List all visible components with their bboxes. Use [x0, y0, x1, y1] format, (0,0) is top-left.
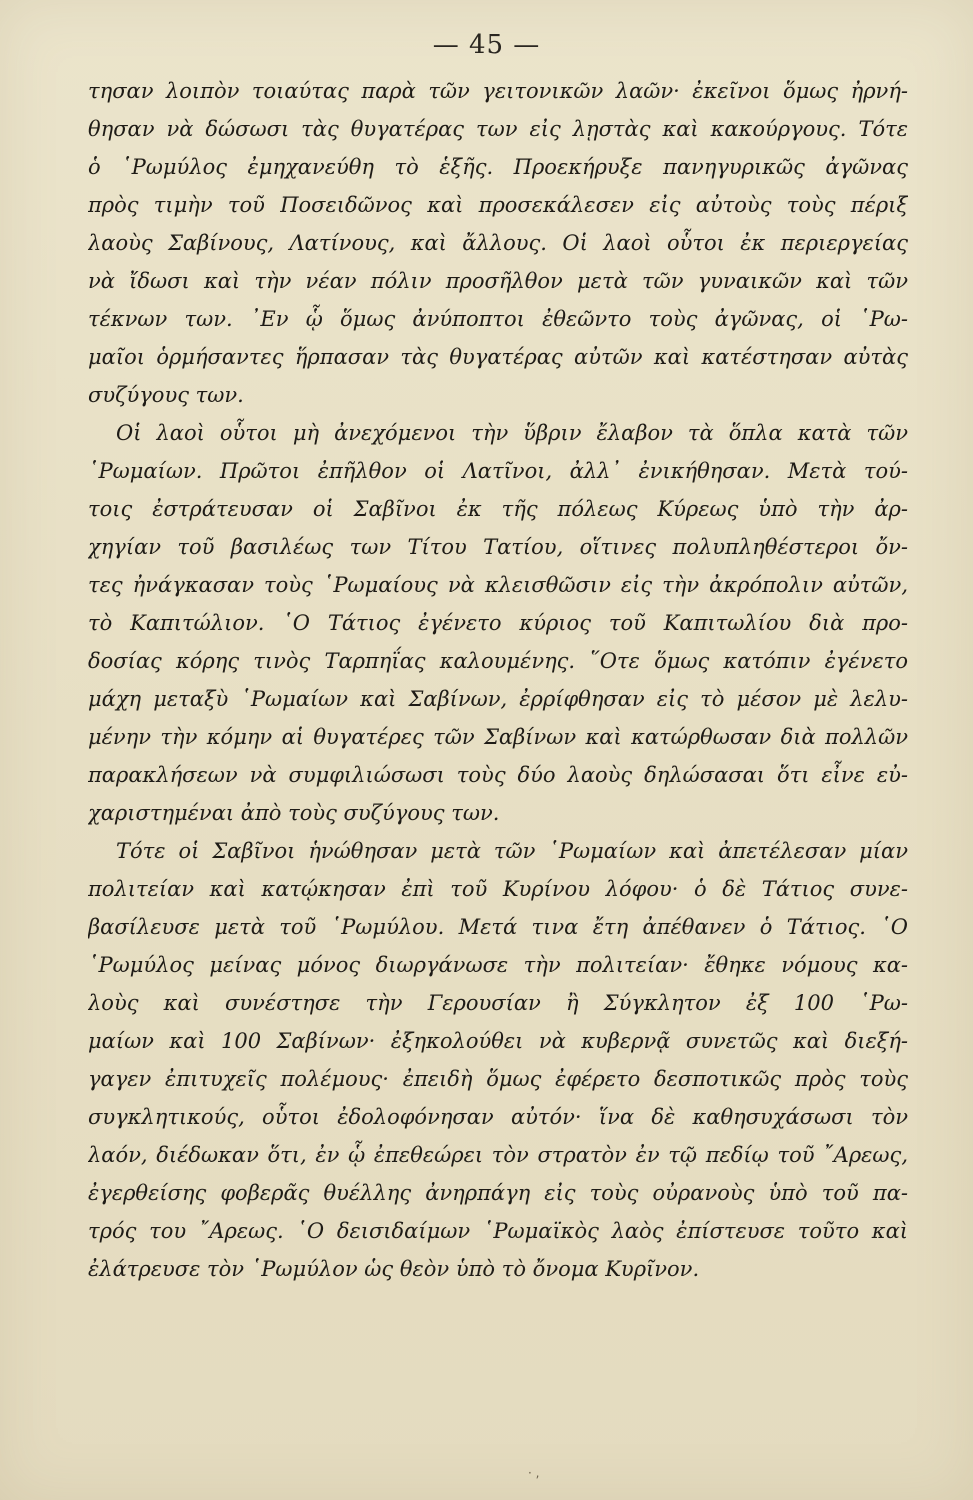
- text-line: λαόν, διέδωκαν ὅτι, ἐν ᾧ ἐπεθεώρει τὸν στρατὸν ἐν τῷ πεδίῳ τοῦ ῎Αρεως,: [88, 1143, 908, 1167]
- page-number: — 45 —: [432, 30, 541, 60]
- text-line: ὁ ῾Ρωμύλος ἐμηχανεύθη τὸ ἑξῆς. Προεκήρυξε πανηγυρικῶς ἀγῶνας: [88, 155, 908, 179]
- text-line: χηγίαν τοῦ βασιλέως των Τίτου Τατίου, οἵτινες πολυπληθέστεροι ὄν-: [88, 535, 908, 559]
- text-line: ἐγερθείσης φοβερᾶς θυέλλης ἀνηρπάγη εἰς τοὺς οὐρανοὺς ὑπὸ τοῦ πα-: [88, 1181, 908, 1205]
- text-line: μάχη μεταξὺ ῾Ρωμαίων καὶ Σαβίνων, ἐρρίφθησαν εἰς τὸ μέσον μὲ λελυ-: [88, 687, 908, 711]
- text-line: πρὸς τιμὴν τοῦ Ποσειδῶνος καὶ προσεκάλεσεν εἰς αὐτοὺς τοὺς πέριξ: [88, 193, 908, 217]
- text-line: ῾Ρωμαίων. Πρῶτοι ἐπῆλθον οἱ Λατῖνοι, ἀλλ᾿ ἐνικήθησαν. Μετὰ τού-: [88, 459, 908, 483]
- text-line: δοσίας κόρης τινὸς Ταρπηΐας καλουμένης. ῞Οτε ὅμως κατόπιν ἐγένετο: [88, 649, 908, 673]
- body-text: [88, 72, 908, 1288]
- text-line: χαριστημέναι ἀπὸ τοὺς συζύγους των.: [88, 801, 500, 825]
- text-line: βασίλευσε μετὰ τοῦ ῾Ρωμύλου. Μετά τινα ἔτη ἀπέθανεν ὁ Τάτιος. ῾Ο: [88, 915, 908, 939]
- text-line: μαῖοι ὁρμήσαντες ἥρπασαν τὰς θυγατέρας αὐτῶν καὶ κατέστησαν αὐτὰς: [88, 345, 908, 369]
- text-line: θησαν νὰ δώσωσι τὰς θυγατέρας των εἰς λῃστὰς καὶ κακούργους. Τότε: [88, 117, 908, 141]
- text-line: ῾Ρωμύλος μείνας μόνος διωργάνωσε τὴν πολιτείαν· ἔθηκε νόμους κα-: [88, 953, 908, 977]
- text-line: συζύγους των.: [88, 383, 244, 407]
- text-line: πολιτείαν καὶ κατῴκησαν ἐπὶ τοῦ Κυρίνου λόφου· ὁ δὲ Τάτιος συνε-: [88, 877, 908, 901]
- text-line: λαοὺς Σαβίνους, Λατίνους, καὶ ἄλλους. Οἱ λαοὶ οὗτοι ἐκ περιεργείας: [88, 231, 908, 255]
- text-line: τοις ἐστράτευσαν οἱ Σαβῖνοι ἐκ τῆς πόλεως Κύρεως ὑπὸ τὴν ἀρ-: [88, 497, 908, 521]
- text-line: τέκνων των. ᾿Εν ᾧ ὅμως ἀνύποπτοι ἐθεῶντο τοὺς ἀγῶνας, οἱ ῾Ρω-: [88, 307, 908, 331]
- text-line: γαγεν ἐπιτυχεῖς πολέμους· ἐπειδὴ ὅμως ἐφέρετο δεσποτικῶς πρὸς τοὺς: [88, 1067, 908, 1091]
- text-line: τησαν λοιπὸν τοιαύτας παρὰ τῶν γειτονικῶν λαῶν· ἐκεῖνοι ὅμως ἠρνή-: [88, 79, 908, 103]
- text-line: λοὺς καὶ συνέστησε τὴν Γερουσίαν ἢ Σύγκλητον ἐξ 100 ῾Ρω-: [88, 991, 908, 1015]
- text-line: Οἱ λαοὶ οὗτοι μὴ ἀνεχόμενοι τὴν ὕβριν ἔλαβον τὰ ὅπλα κατὰ τῶν: [116, 421, 908, 445]
- text-line: μαίων καὶ 100 Σαβίνων· ἐξηκολούθει νὰ κυβερνᾷ συνετῶς καὶ διεξή-: [88, 1029, 908, 1053]
- text-line: τὸ Καπιτώλιον. ῾Ο Τάτιος ἐγένετο κύριος τοῦ Καπιτωλίου διὰ προ-: [88, 611, 908, 635]
- text-line: συγκλητικούς, οὗτοι ἐδολοφόνησαν αὐτόν· ἵνα δὲ καθησυχάσωσι τὸν: [88, 1105, 908, 1129]
- stray-ink-mark: · ,: [528, 1466, 540, 1480]
- text-line: τες ἠνάγκασαν τοὺς ῾Ρωμαίους νὰ κλεισθῶσιν εἰς τὴν ἀκρόπολιν αὐτῶν,: [88, 573, 908, 597]
- text-line: μένην τὴν κόμην αἱ θυγατέρες τῶν Σαβίνων καὶ κατώρθωσαν διὰ πολλῶν: [88, 725, 908, 749]
- text-line: νὰ ἴδωσι καὶ τὴν νέαν πόλιν προσῆλθον μετὰ τῶν γυναικῶν καὶ τῶν: [88, 269, 908, 293]
- text-line: ἐλάτρευσε τὸν ῾Ρωμύλον ὡς θεὸν ὑπὸ τὸ ὄνομα Κυρῖνον.: [88, 1257, 700, 1281]
- text-line: τρός του ῎Αρεως. ῾Ο δεισιδαίμων ῾Ρωμαϊκὸς λαὸς ἐπίστευσε τοῦτο καὶ: [88, 1219, 908, 1243]
- text-line: παρακλήσεων νὰ συμφιλιώσωσι τοὺς δύο λαοὺς δηλώσασαι ὅτι εἶνε εὐ-: [88, 763, 908, 787]
- text-line: Τότε οἱ Σαβῖνοι ἡνώθησαν μετὰ τῶν ῾Ρωμαίων καὶ ἀπετέλεσαν μίαν: [116, 839, 908, 863]
